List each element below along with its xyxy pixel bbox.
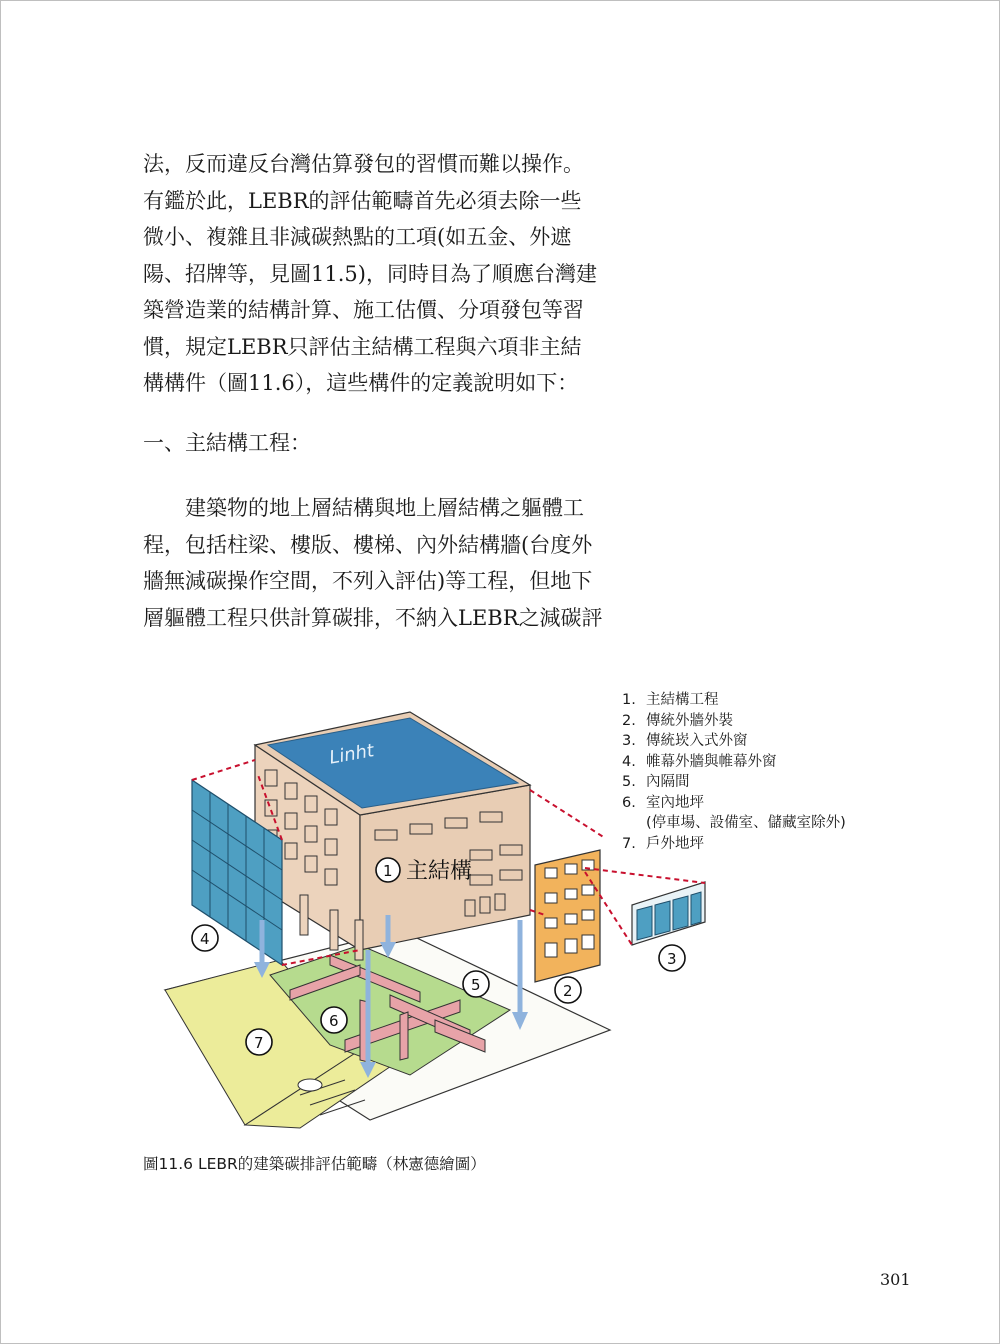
text-line: 築營造業的結構計算、施工估價、分項發包等習 — [143, 298, 584, 322]
legend-item: 5. 內隔間 — [622, 774, 690, 790]
main-structure-label: 主結構 — [406, 859, 473, 884]
marker-2-label: 2 — [563, 982, 573, 1000]
marker-4-label: 4 — [200, 930, 210, 948]
legend-item: 1. 主結構工程 — [622, 692, 719, 708]
text-line: 微小、複雜且非減碳熱點的工項(如五金、外遮 — [143, 225, 572, 249]
text-line: 有鑑於此，LEBR的評估範疇首先必須去除一些 — [143, 188, 582, 213]
body-paragraph-2 — [143, 490, 603, 636]
page-number: 301 — [880, 1270, 911, 1289]
roof-signature: Linht — [327, 740, 376, 769]
figure-caption: 圖11.6 LEBR的建築碳排評估範疇（林憲德繪圖） — [143, 1155, 486, 1173]
marker-5-label: 5 — [471, 976, 481, 994]
car — [298, 1079, 322, 1091]
text-line: 層軀體工程只供計算碳排，不納入LEBR之減碳評 — [143, 605, 603, 630]
legend-item-note: (停車場、設備室、儲藏室除外) — [646, 815, 846, 831]
text-line: 構構件（圖11.6），這些構件的定義說明如下： — [143, 371, 579, 395]
legend-item: 6. 室內地坪 — [622, 794, 704, 811]
legend-item: 7. 戶外地坪 — [622, 835, 704, 852]
legend-item: 4. 帷幕外牆與帷幕外窗 — [622, 753, 777, 770]
text-line: 慣，規定LEBR只評估主結構工程與六項非主結 — [143, 334, 582, 359]
figure-legend — [622, 690, 846, 854]
text-line: 陽、招牌等，見圖11.5)，同時目為了順應台灣建 — [143, 261, 597, 286]
text-line: 法，反而違反台灣估算發包的習慣而難以操作。 — [143, 152, 584, 176]
text-line: 程，包括柱梁、樓版、樓梯、內外結構牆(台度外 — [143, 532, 593, 557]
body-paragraph-1 — [143, 146, 597, 402]
legend-item: 2. 傳統外牆外裝 — [622, 712, 733, 729]
text-line: 牆無減碳操作空間，不列入評估)等工程，但地下 — [143, 569, 593, 593]
marker-1-label: 1 — [383, 862, 393, 880]
marker-3-label: 3 — [667, 950, 677, 968]
text-line: 建築物的地上層結構與地上層結構之軀體工 — [143, 496, 584, 520]
section-heading: 一、主結構工程： — [143, 431, 311, 455]
marker-7-label: 7 — [254, 1034, 264, 1052]
marker-6-label: 6 — [329, 1012, 339, 1030]
legend-item: 3. 傳統崁入式外窗 — [622, 733, 748, 749]
